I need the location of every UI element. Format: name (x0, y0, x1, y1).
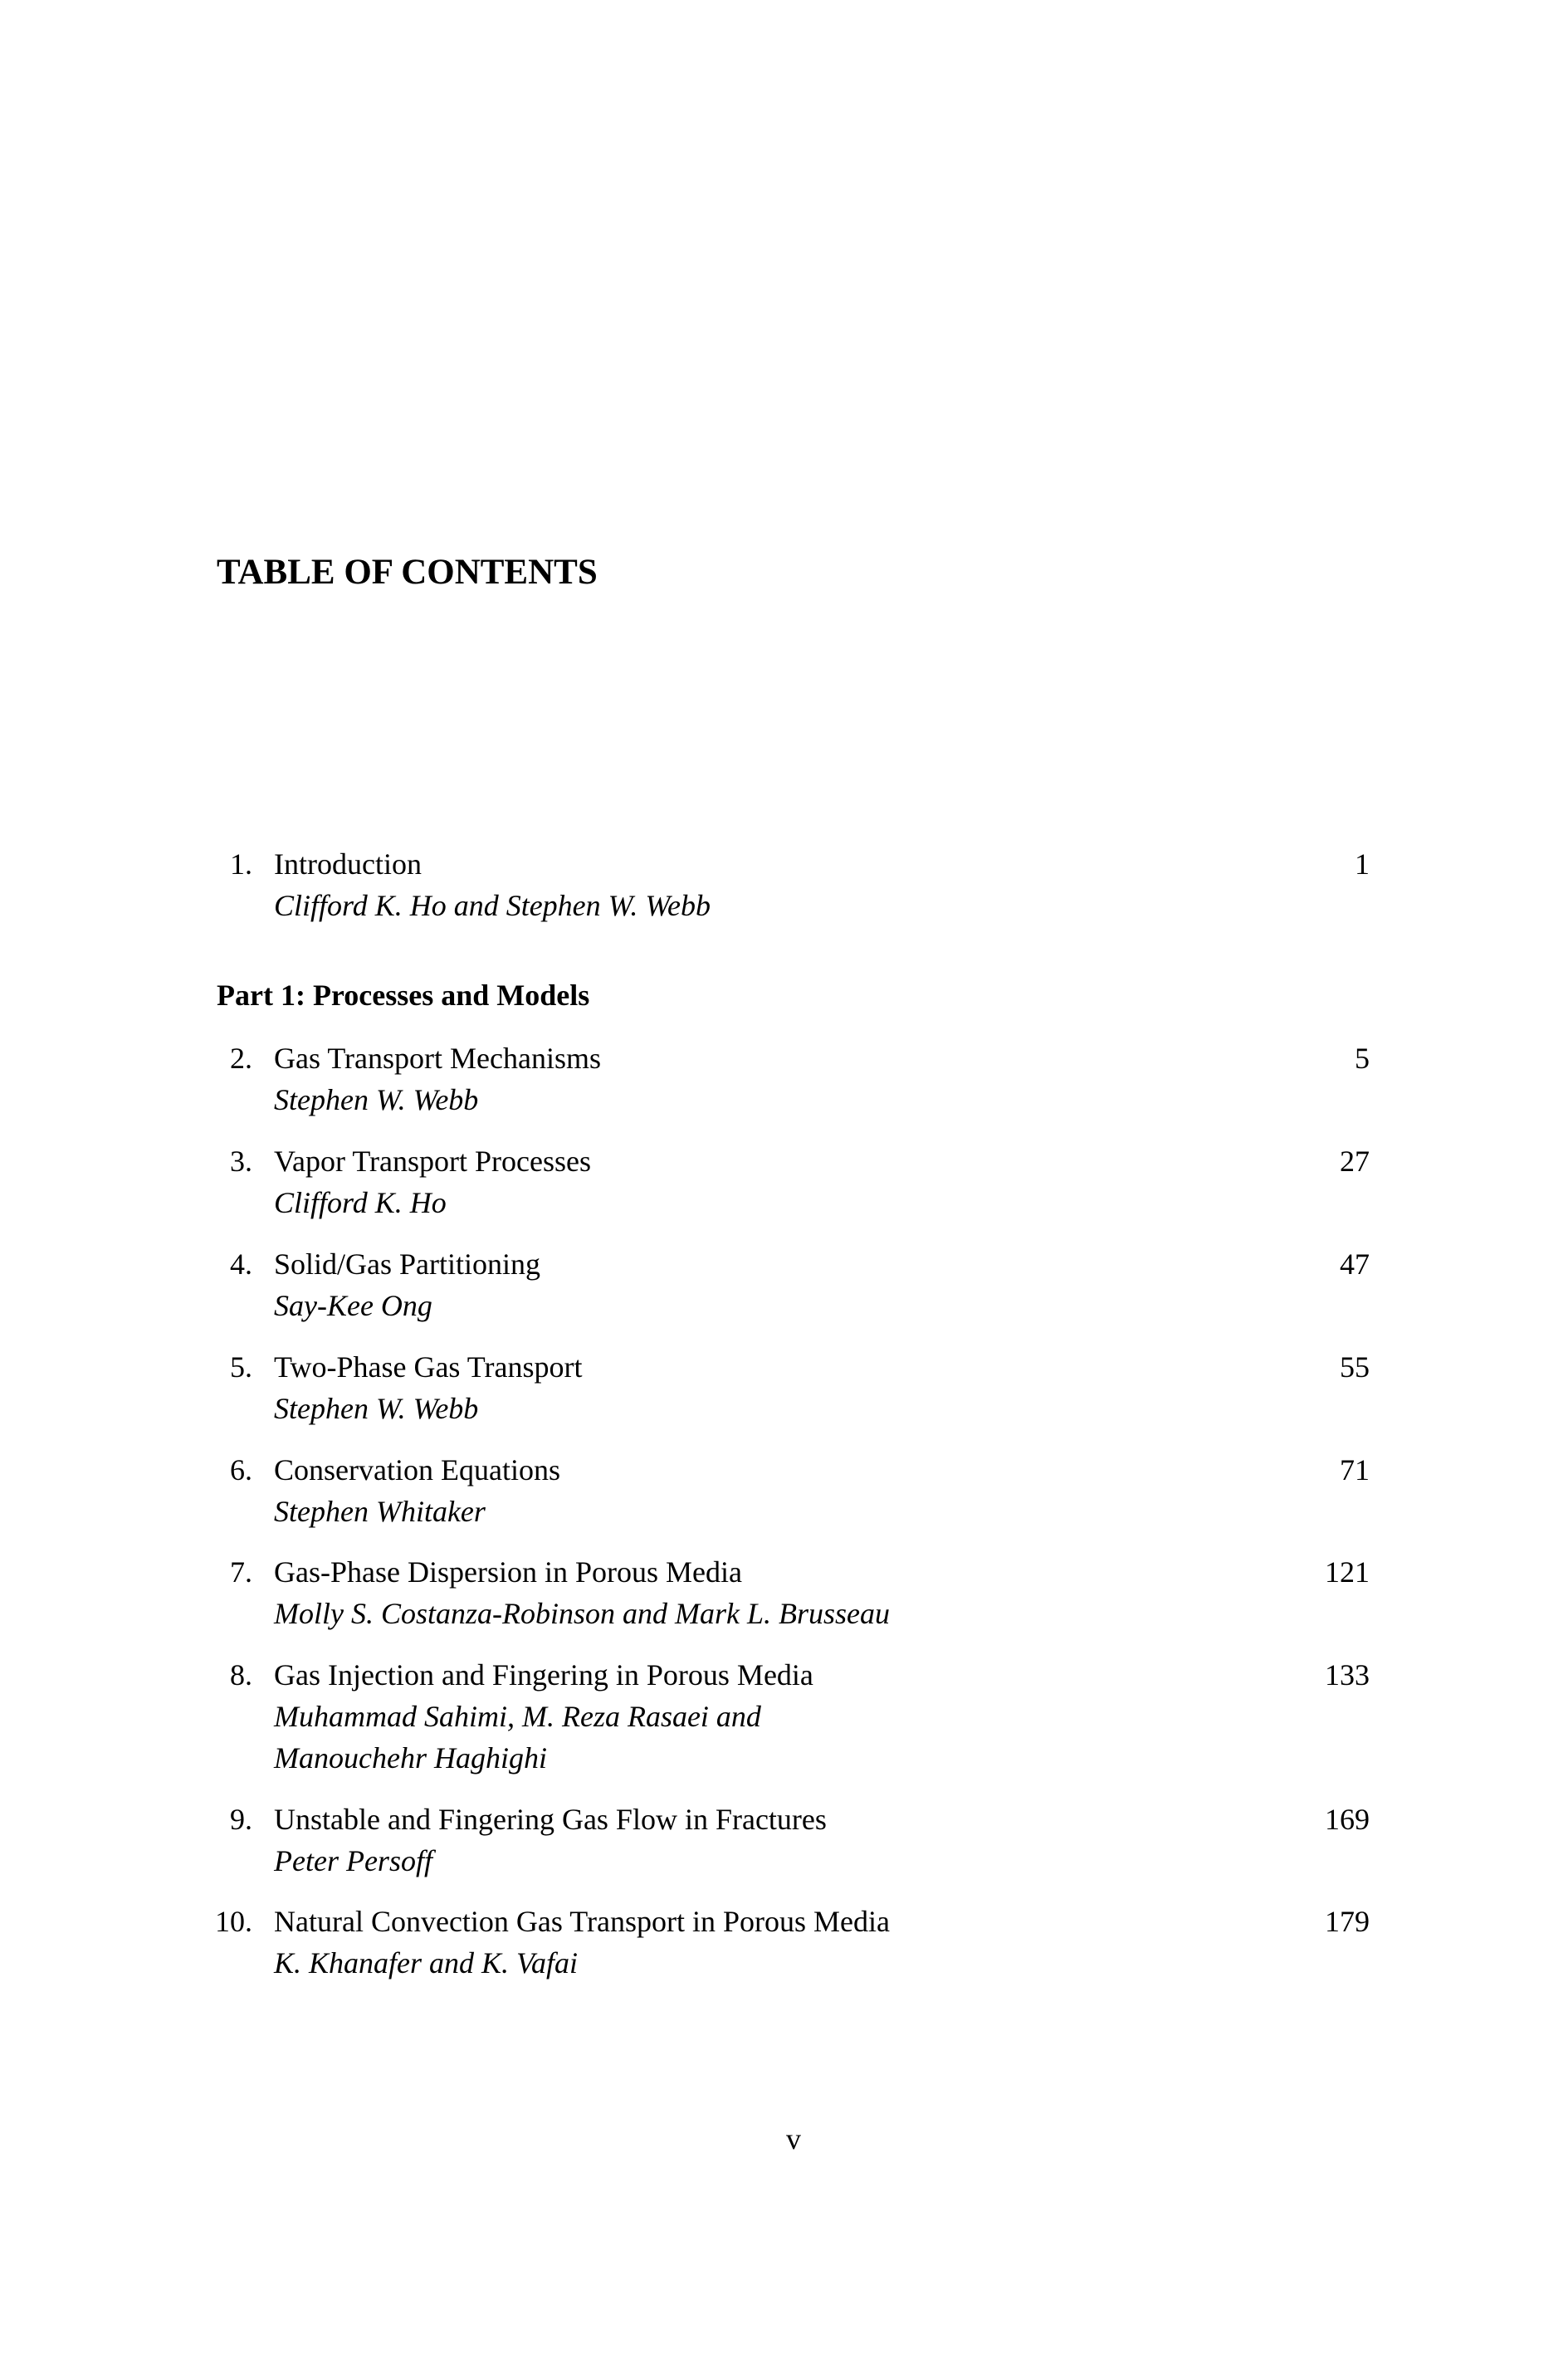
chapter-authors: Stephen W. Webb (274, 1083, 479, 1116)
chapter-title[interactable]: Natural Convection Gas Transport in Porous Media (274, 1905, 890, 1938)
chapter-title[interactable]: Gas Injection and Fingering in Porous Media (274, 1658, 813, 1692)
page-number: v (786, 2122, 801, 2155)
chapter-authors: Clifford K. Ho (274, 1186, 447, 1219)
chapter-page: 179 (1325, 1905, 1370, 1938)
chapter-number: 3. (230, 1145, 252, 1178)
chapter-page: 27 (1340, 1145, 1370, 1178)
chapter-page: 121 (1325, 1555, 1370, 1589)
chapter-authors: Say-Kee Ong (274, 1289, 432, 1322)
chapter-title[interactable]: Conservation Equations (274, 1453, 560, 1486)
chapter-number: 2. (230, 1042, 252, 1075)
chapter-authors: Clifford K. Ho and Stephen W. Webb (274, 889, 711, 922)
chapter-page: 55 (1340, 1350, 1370, 1384)
chapter-page: 133 (1325, 1658, 1370, 1692)
chapter-number: 7. (230, 1555, 252, 1589)
chapter-number: 1. (230, 847, 252, 881)
chapter-page: 47 (1340, 1247, 1370, 1281)
chapter-title[interactable]: Gas-Phase Dispersion in Porous Media (274, 1555, 742, 1589)
chapter-authors: Muhammad Sahimi, M. Reza Rasaei and (274, 1700, 761, 1733)
chapter-title[interactable]: Vapor Transport Processes (274, 1145, 591, 1178)
chapter-number: 5. (230, 1350, 252, 1384)
page-title: TABLE OF CONTENTS (217, 553, 598, 592)
chapter-number: 8. (230, 1658, 252, 1692)
chapter-page: 169 (1325, 1803, 1370, 1836)
chapter-page: 1 (1355, 847, 1370, 881)
chapter-authors: Molly S. Costanza-Robinson and Mark L. Brusseau (274, 1597, 890, 1630)
chapter-authors: Peter Persoff (274, 1844, 432, 1877)
part-heading: Part 1: Processes and Models (217, 979, 590, 1012)
chapter-title[interactable]: Introduction (274, 847, 422, 881)
chapter-authors: Stephen W. Webb (274, 1392, 479, 1425)
chapter-title[interactable]: Solid/Gas Partitioning (274, 1247, 541, 1281)
chapter-page: 5 (1355, 1042, 1370, 1075)
chapter-number: 6. (230, 1453, 252, 1486)
chapter-title[interactable]: Gas Transport Mechanisms (274, 1042, 601, 1075)
chapter-number: 4. (230, 1247, 252, 1281)
chapter-title[interactable]: Unstable and Fingering Gas Flow in Fractures (274, 1803, 827, 1836)
chapter-page: 71 (1340, 1453, 1370, 1486)
chapter-number: 10. (215, 1905, 252, 1938)
chapter-authors: Stephen Whitaker (274, 1495, 486, 1528)
chapter-title[interactable]: Two-Phase Gas Transport (274, 1350, 583, 1384)
chapter-authors: K. Khanafer and K. Vafai (274, 1946, 579, 1980)
chapter-number: 9. (230, 1803, 252, 1836)
chapter-authors: Manouchehr Haghighi (274, 1741, 547, 1775)
